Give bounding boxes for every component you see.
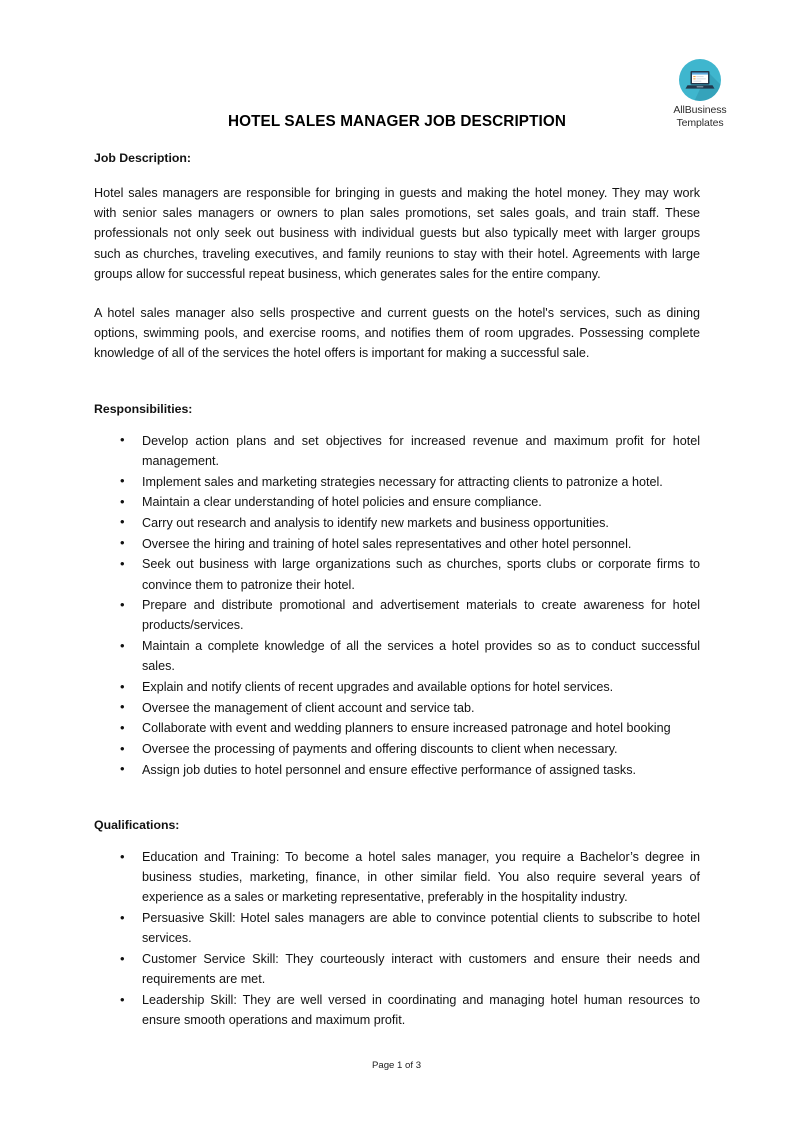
section-heading-responsibilities: Responsibilities: bbox=[94, 401, 193, 416]
qualifications-list bbox=[94, 847, 700, 1030]
brand-name-line2: Templates bbox=[676, 116, 724, 129]
page-title: HOTEL SALES MANAGER JOB DESCRIPTION bbox=[227, 113, 567, 130]
list-item: • Oversee the hiring and training of hotel sales representatives and other hotel personnel. bbox=[94, 534, 700, 554]
list-item: • Leadership Skill: They are well versed in coordinating and managing hotel human resources to ensure smooth operations and maximum profit. bbox=[94, 990, 700, 1030]
list-item: • Assign job duties to hotel personnel and ensure effective performance of assigned tasks. bbox=[94, 760, 700, 780]
document-body bbox=[94, 0, 700, 1031]
brand-name-line1: AllBusiness bbox=[673, 104, 727, 116]
list-item: • Carry out research and analysis to identify new markets and business opportunities. bbox=[94, 513, 700, 533]
list-item: • Persuasive Skill: Hotel sales managers are able to convince potential clients to subscribe to hotel services. bbox=[94, 908, 700, 948]
list-item: • Develop action plans and set objectives for increased revenue and maximum profit for hotel management. bbox=[94, 431, 700, 471]
section-heading-qualifications: Qualifications: bbox=[94, 818, 180, 833]
intro-paragraph-2: A hotel sales manager also sells prospective and current guests on the hotel's services, such as dining options, swimming pools, and exercise rooms, and notifies them of room upgrades. Possessing complete knowledge of all of the services the hotel offers is important for making a successful sale. bbox=[94, 306, 700, 361]
responsibilities-list bbox=[94, 431, 700, 780]
list-item: • Oversee the processing of payments and offering discounts to client when necessary. bbox=[94, 739, 700, 759]
list-item: • Oversee the management of client account and service tab. bbox=[94, 698, 700, 718]
list-item: • Customer Service Skill: They courteously interact with customers and ensure their needs and requirements are met. bbox=[94, 949, 700, 989]
list-item: • Collaborate with event and wedding planners to ensure increased patronage and hotel booking bbox=[94, 718, 700, 738]
list-item: • Implement sales and marketing strategies necessary for attracting clients to patronize a hotel. bbox=[94, 472, 700, 492]
intro-paragraph-1: Hotel sales managers are responsible for bringing in guests and making the hotel money. They may work with senior sales managers or owners to plan sales promotions, set sales goals, and train staff. These professionals not only seek out business with individual guests but also typically meet with larger groups such as churches, traveling executives, and family reunions to stay with their hotel. Agreements with large groups allow for successful repeat business, which generates sales for the entire company. bbox=[94, 186, 700, 281]
list-item: • Explain and notify clients of recent upgrades and available options for hotel services. bbox=[94, 677, 700, 697]
list-item: • Education and Training: To become a hotel sales manager, you require a Bachelor’s degree in business studies, marketing, finance, in other similar field. You also require several years of experience as a sales or marketing representative, preferably in the hospitality industry. bbox=[94, 847, 700, 908]
page-footer: Page 1 of 3 bbox=[371, 1060, 422, 1071]
section-heading-job-description: Job Description: bbox=[94, 151, 192, 165]
list-item: • Maintain a complete knowledge of all the services a hotel provides so as to conduct successful sales. bbox=[94, 636, 700, 676]
list-item: • Seek out business with large organizations such as churches, sports clubs or corporate firms to convince them to patronize their hotel. bbox=[94, 554, 700, 594]
list-item: • Maintain a clear understanding of hotel policies and ensure compliance. bbox=[94, 492, 700, 512]
list-item: • Prepare and distribute promotional and advertisement materials to create awareness for hotel products/services. bbox=[94, 595, 700, 635]
